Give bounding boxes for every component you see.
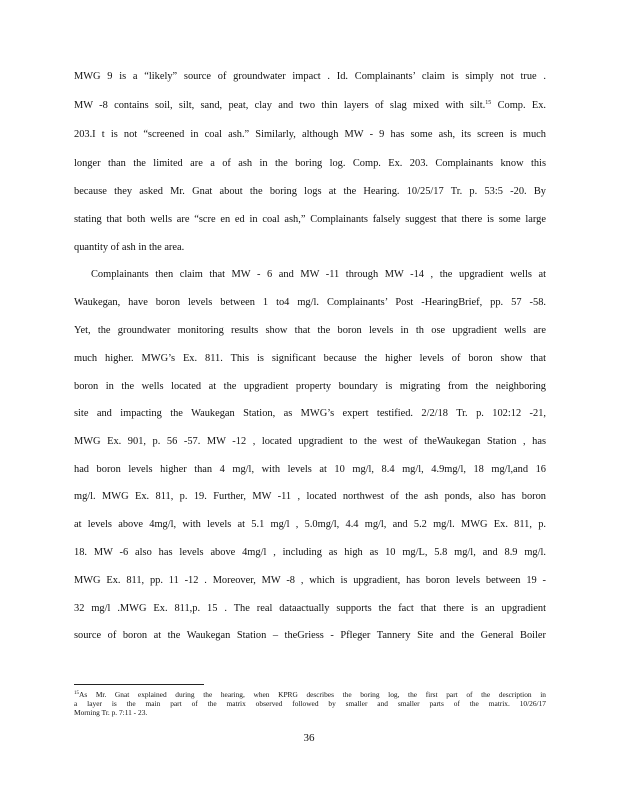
paragraph-1-line-5: because they asked Mr. Gnat about the boring logs at the Hearing. 10/25/17 Tr. p. 53:5 -20. By (74, 186, 546, 197)
paragraph-1-line-2-tail: Comp. Ex. (491, 100, 547, 111)
paragraph-2-line-14: source of boron at the Waukegan Station – theGriess - Pfleger Tannery Site and the General Boiler (74, 630, 546, 641)
page-number: 36 (303, 732, 315, 744)
footnote-number: 15 (74, 691, 79, 696)
footnote-line-1 (74, 690, 546, 699)
paragraph-1-line-2 (74, 99, 546, 112)
paragraph-1-line-6: stating that both wells are “scre en ed in coal ash,” Complainants falsely suggest that there is some large (74, 214, 546, 225)
footnote-separator (74, 684, 204, 685)
paragraph-2-line-2: Waukegan, have boron levels between 1 to4 mg/l. Complainants’ Post -HearingBrief, pp. 57 -58. (74, 297, 546, 308)
paragraph-1-line-7: quantity of ash in the area. (74, 242, 185, 253)
paragraph-2-line-12: MWG Ex. 811, pp. 11 -12 . Moreover, MW -8 , which is upgradient, has boron levels between 19 - (74, 575, 546, 586)
paragraph-2-line-1: Complainants then claim that MW - 6 and MW -11 through MW -14 , the upgradient wells at (91, 269, 546, 280)
paragraph-2-line-11: 18. MW -6 also has levels above 4mg/l , including as high as 10 mg/L, 5.8 mg/l, and 8.9 mg/l. (74, 547, 546, 558)
paragraph-2-line-9: mg/l. MWG Ex. 811, p. 19. Further, MW -11 , located northwest of the ash ponds, also has boron (74, 491, 546, 502)
paragraph-2-line-3: Yet, the groundwater monitoring results show that the boron levels in th ose upgradient wells are (74, 325, 546, 336)
paragraph-1-line-2-text: MW -8 contains soil, silt, sand, peat, clay and two thin layers of slag mixed with silt. (74, 100, 486, 111)
footnote-line-2: a layer is the main part of the matrix observed followed by smaller and smaller parts of the matrix. 10/26/17 (74, 699, 546, 708)
footnote-line-1-text: As Mr. Gnat explained during the hearing, when KPRG describes the boring log, the first part of the description in (79, 690, 546, 699)
paragraph-2-line-13: 32 mg/l .MWG Ex. 811,p. 15 . The real dataactually supports the fact that there is an upgradient (74, 603, 546, 614)
paragraph-2-line-10: at levels above 4mg/l, with levels at 5.1 mg/l , 5.0mg/l, 4.4 mg/l, and 5.2 mg/l. MWG Ex. 811, p. (74, 519, 546, 530)
paragraph-2-line-5: boron in the wells located at the upgradient property boundary is migrating from the neighboring (74, 381, 546, 392)
footnote-line-3: Morning Tr. p. 7:11 - 23. (74, 708, 148, 717)
paragraph-2-line-4: much higher. MWG’s Ex. 811. This is significant because the higher levels of boron show that (74, 353, 546, 364)
paragraph-2-line-6: site and impacting the Waukegan Station, as MWG’s expert testified. 2/2/18 Tr. p. 102:12 -21, (74, 408, 546, 419)
paragraph-1-line-3: 203.I t is not “screened in coal ash.” Similarly, although MW - 9 has some ash, its screen is much (74, 129, 546, 140)
footnote-reference: 15 (485, 100, 492, 106)
paragraph-1-line-1: MWG 9 is a “likely” source of groundwater impact . Id. Complainants’ claim is simply not true . (74, 71, 546, 82)
paragraph-1-line-4: longer than the limited are a of ash in the boring log. Comp. Ex. 203. Complainants know this (74, 158, 546, 169)
paragraph-2-line-7: MWG Ex. 901, p. 56 -57. MW -12 , located upgradient to the west of theWaukegan Station , has (74, 436, 546, 447)
paragraph-2-line-8: had boron levels higher than 4 mg/l, with levels at 10 mg/l, 8.4 mg/l, 4.9mg/l, 18 mg/l,and 16 (74, 464, 546, 475)
